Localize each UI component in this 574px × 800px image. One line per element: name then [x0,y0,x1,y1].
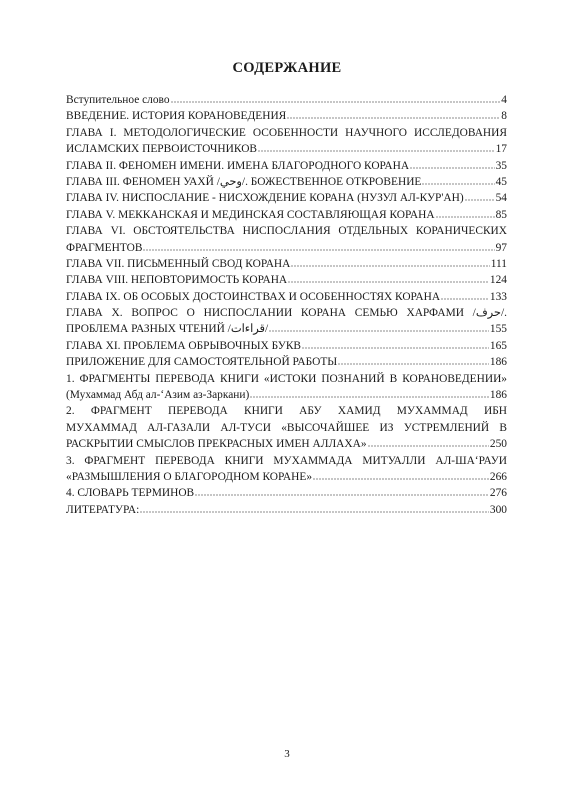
toc-entry-text: ГЛАВА IV. НИСПОСЛАНИЕ - НИСХОЖДЕНИЕ КОРАНА (НУЗУЛ АЛ-КУР'АН) [66,192,464,205]
toc-entry-line [66,240,507,256]
toc-entry-line [66,371,507,387]
toc-entry [66,485,507,501]
toc-entry [66,256,507,272]
dot-leader [422,175,494,186]
toc-entry [66,502,507,518]
dot-leader [368,437,489,448]
toc-page-number: 97 [495,241,507,254]
dot-leader [269,322,489,333]
toc-entry [66,190,507,206]
toc-entry [66,108,507,124]
toc-entry-line [66,223,507,239]
dot-leader [143,241,494,252]
toc-entry-line [66,207,507,223]
toc-entry-line [66,289,507,305]
toc-entry [66,223,507,256]
toc-entry [66,289,507,305]
dot-leader [302,339,489,350]
toc-entry-line [66,141,507,157]
toc-entry-text: ГЛАВА I. МЕТОДОЛОГИЧЕСКИЕ ОСОБЕННОСТИ НАУЧНОГО ИССЛЕДОВАНИЯ [66,126,507,139]
dot-leader [291,257,489,268]
toc-entry-text: ГЛАВА X. ВОПРОС О НИСПОСЛАНИИ КОРАНА СЕМЬЮ ХАРФАМИ /حرف/. [66,307,507,320]
toc-page-number: 4 [501,94,507,106]
dot-leader [288,273,489,284]
toc-entry-line [66,453,507,469]
toc-page-number: 250 [489,438,507,451]
toc-entry-text: ВВЕДЕНИЕ. ИСТОРИЯ КОРАНОВЕДЕНИЯ [66,110,287,123]
toc-entry-line [66,485,507,501]
toc-entry-line [66,256,507,272]
toc-page-number: 35 [495,159,507,172]
table-of-contents [66,92,507,518]
toc-page-number: 155 [489,323,507,336]
toc-entry-line [66,469,507,485]
toc-entry-text: МУХАММАД АЛ-ГАЗАЛИ АЛ-ТУСИ «ВЫСОЧАЙШЕЕ ИЗ УСТРЕМЛЕНИЙ В [66,421,507,434]
toc-entry-text: ГЛАВА VII. ПИСЬМЕННЫЙ СВОД КОРАНА [66,257,291,270]
dot-leader [171,93,501,104]
toc-entry-text: ГЛАВА XI. ПРОБЛЕМА ОБРЫВОЧНЫХ БУКВ [66,339,302,352]
toc-page-number: 124 [489,274,507,287]
toc-entry-text: ГЛАВА IX. ОБ ОСОБЫХ ДОСТОИНСТВАХ И ОСОБЕННОСТЯХ КОРАНА [66,290,441,303]
toc-entry-text: 1. ФРАГМЕНТЫ ПЕРЕВОДА КНИГИ «ИСТОКИ ПОЗНАНИЙ В КОРАНОВЕДЕНИИ» [66,372,507,385]
toc-page-number: 17 [495,143,507,156]
toc-page-number: 186 [489,389,507,402]
toc-page-number: 300 [489,503,507,516]
toc-entry [66,272,507,288]
toc-page-number: 133 [489,290,507,303]
toc-entry [66,338,507,354]
dot-leader [465,191,495,202]
toc-entry-text: ИСЛАМСКИХ ПЕРВОИСТОЧНИКОВ [66,143,258,156]
dot-leader [287,109,500,120]
toc-entry [66,371,507,404]
toc-entry-text: Вступительное слово [66,94,170,106]
toc-entry-text: 4. СЛОВАРЬ ТЕРМИНОВ [66,487,195,500]
toc-page-number: 8 [501,110,507,123]
toc-entry-text: «РАЗМЫШЛЕНИЯ О БЛАГОРОДНОМ КОРАНЕ» [66,470,313,483]
toc-entry-line [66,403,507,419]
toc-page-number: 111 [490,257,507,270]
dot-leader [250,388,489,399]
toc-entry [66,125,507,158]
toc-entry-line [66,125,507,141]
toc-entry-line [66,272,507,288]
toc-entry [66,403,507,452]
toc-entry [66,158,507,174]
toc-entry-line [66,420,507,436]
toc-entry-text: РАСКРЫТИИ СМЫСЛОВ ПРЕКРАСНЫХ ИМЕН АЛЛАХА» [66,438,367,451]
toc-entry-line [66,502,507,518]
toc-page-number: 45 [495,175,507,188]
dot-leader [313,470,489,481]
dot-leader [258,142,495,153]
toc-entry-line [66,354,507,370]
toc-entry-text: ПРИЛОЖЕНИЕ ДЛЯ САМОСТОЯТЕЛЬНОЙ РАБОТЫ [66,356,338,369]
dot-leader [195,486,489,497]
toc-entry-line [66,108,507,124]
toc-entry [66,174,507,190]
toc-entry-line [66,305,507,321]
dot-leader [140,503,489,514]
toc-page-number: 186 [489,356,507,369]
toc-entry [66,92,507,108]
dot-leader [338,355,489,366]
toc-entry-text: 2. ФРАГМЕНТ ПЕРЕВОДА КНИГИ АБУ ХАМИД МУХАММАД ИБН [66,405,507,418]
toc-entry-line [66,387,507,403]
dot-leader [410,159,494,170]
toc-entry-line [66,190,507,206]
toc-entry [66,453,507,486]
toc-entry-line [66,338,507,354]
dot-leader [436,208,495,219]
toc-entry-text: 3. ФРАГМЕНТ ПЕРЕВОДА КНИГИ МУХАММАДА МИТУАЛЛИ АЛ-ША‘РАУИ [66,454,507,467]
toc-page-number: 85 [495,208,507,221]
toc-page-number: 54 [495,192,507,205]
toc-page-number: 266 [489,470,507,483]
toc-entry-line [66,436,507,452]
toc-entry-text: (Мухаммад Абд ал-‘Азим аз-Заркани) [66,389,250,402]
toc-entry-text: ГЛАВА II. ФЕНОМЕН ИМЕНИ. ИМЕНА БЛАГОРОДНОГО КОРАНА [66,159,410,172]
toc-entry [66,305,507,338]
toc-entry-line [66,321,507,337]
toc-entry [66,354,507,370]
toc-entry-text: ГЛАВА V. МЕККАНСКАЯ И МЕДИНСКАЯ СОСТАВЛЯЮЩАЯ КОРАНА [66,208,435,221]
toc-entry-line [66,92,507,108]
toc-entry-text: ЛИТЕРАТУРА: [66,503,140,516]
page-title: СОДЕРЖАНИЕ [232,60,342,76]
toc-entry-text: ФРАГМЕНТОВ [66,241,143,254]
toc-entry-text: ГЛАВА III. ФЕНОМЕН УАХЙ /وحي/. БОЖЕСТВЕННОЕ ОТКРОВЕНИЕ [66,175,422,188]
toc-entry [66,207,507,223]
toc-page-number: 165 [489,339,507,352]
toc-entry-line [66,158,507,174]
toc-page-number: 276 [489,487,507,500]
toc-entry-text: ГЛАВА VIII. НЕПОВТОРИМОСТЬ КОРАНА [66,274,288,287]
toc-entry-text: ПРОБЛЕМА РАЗНЫХ ЧТЕНИЙ /قراءات/ [66,323,269,336]
toc-entry-line [66,174,507,190]
page-number: 3 [284,748,290,760]
toc-entry-text: ГЛАВА VI. ОБСТОЯТЕЛЬСТВА НИСПОСЛАНИЯ ОТДЕЛЬНЫХ КОРАНИЧЕСКИХ [66,225,507,238]
dot-leader [441,290,489,301]
